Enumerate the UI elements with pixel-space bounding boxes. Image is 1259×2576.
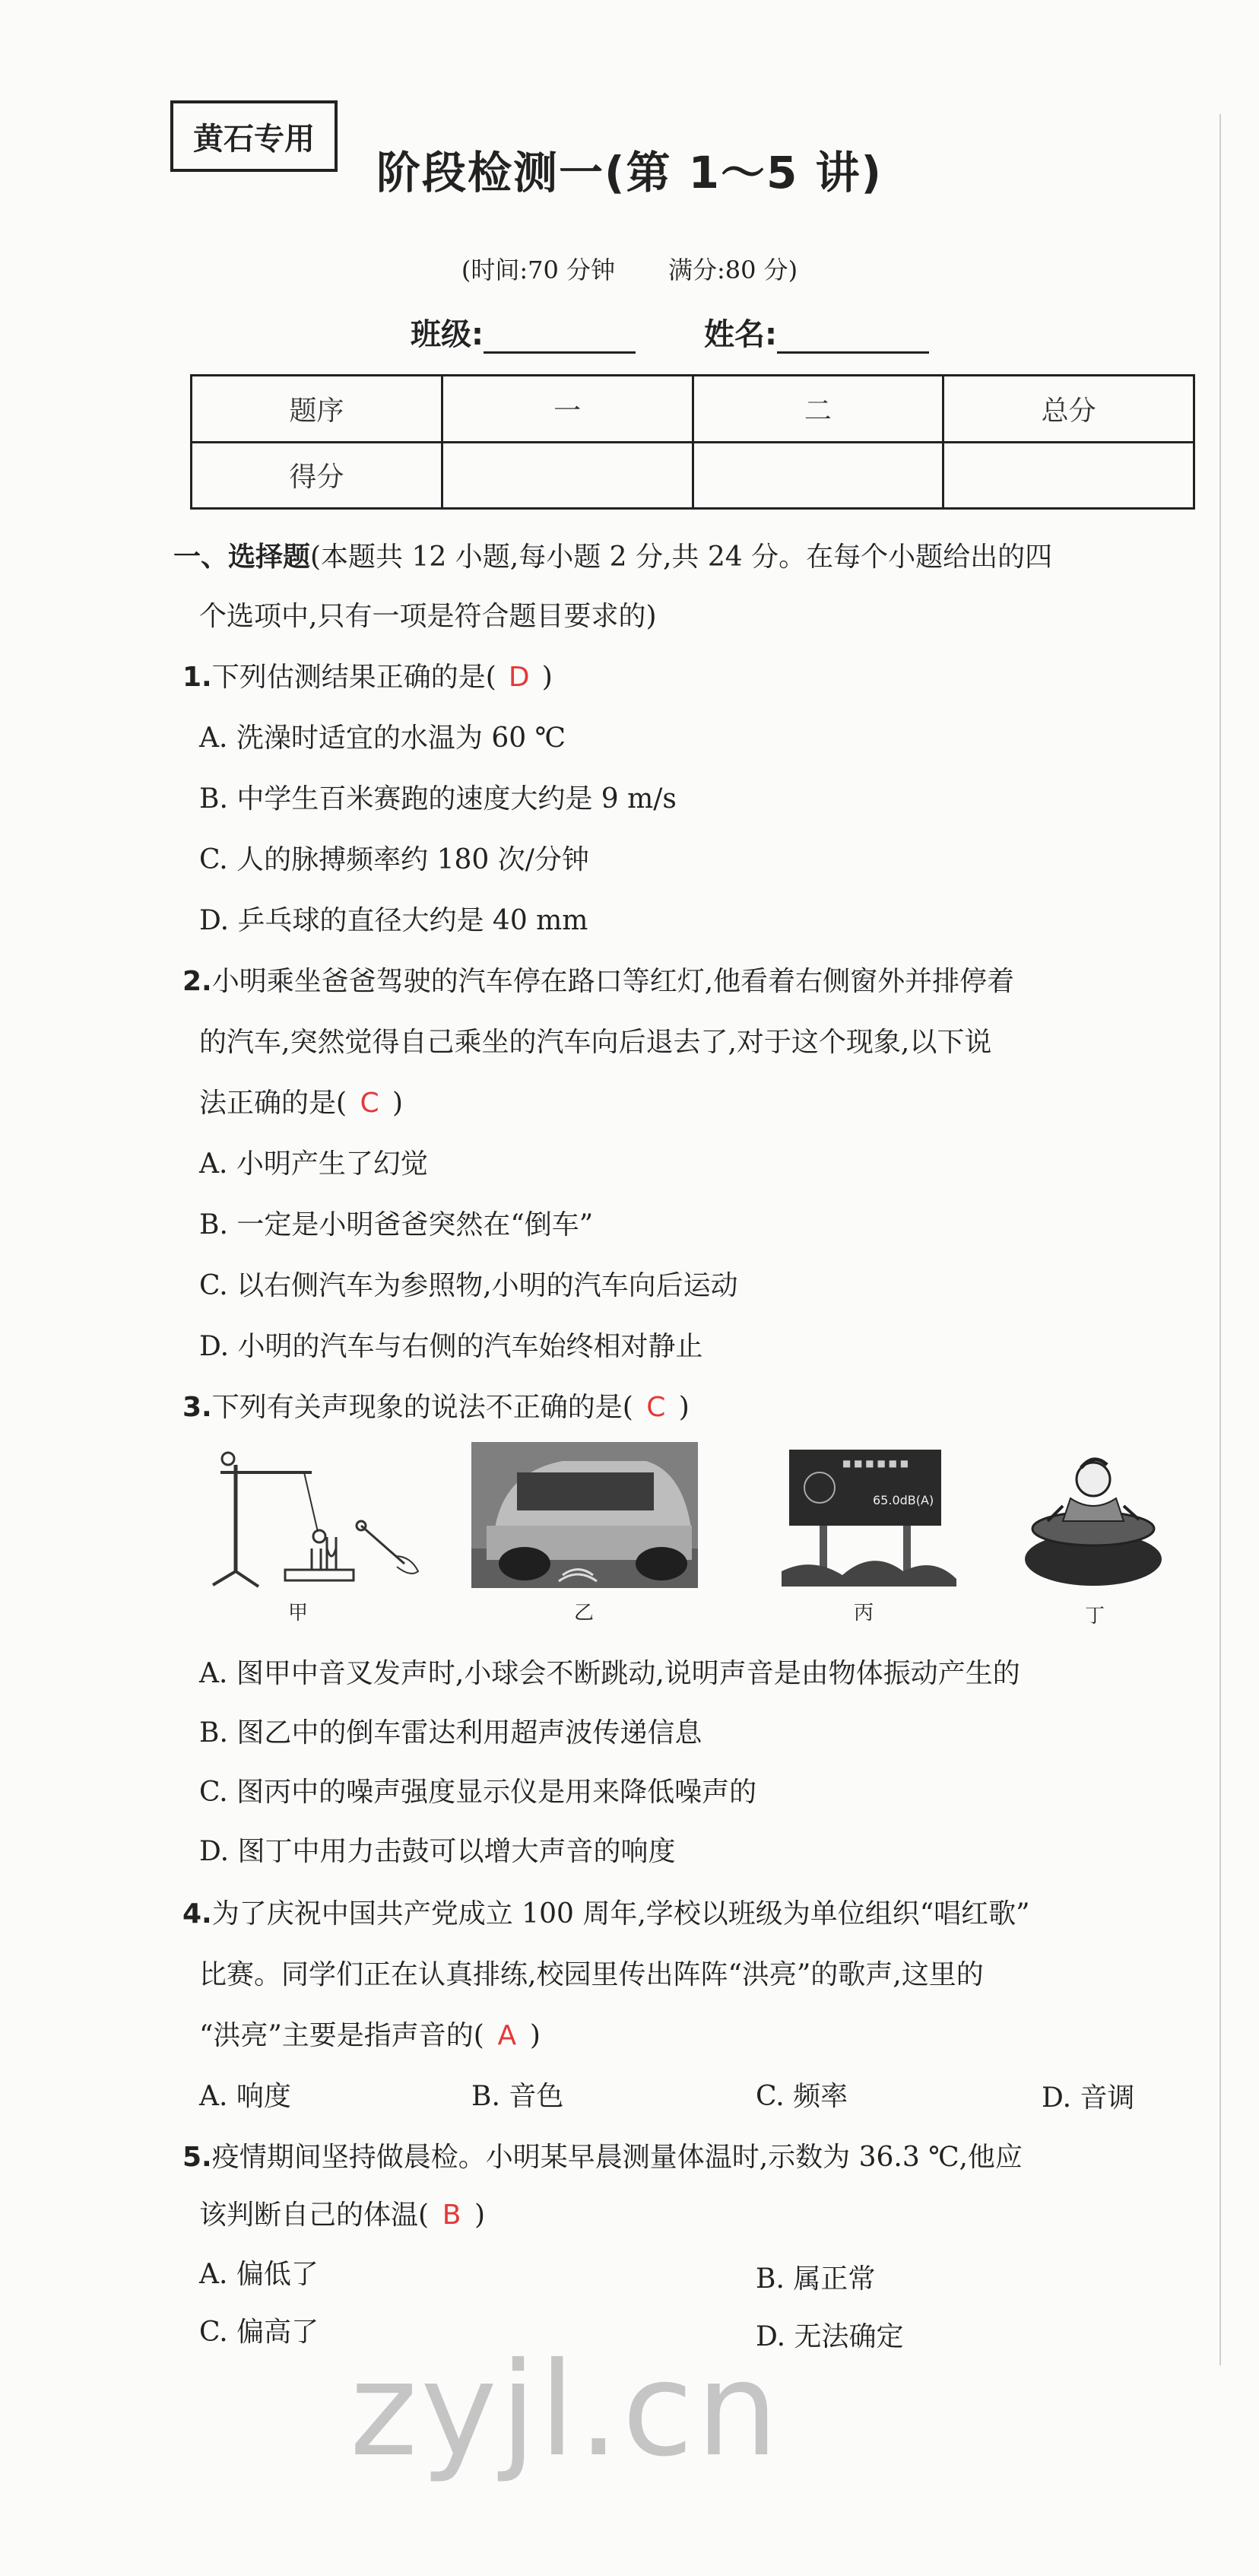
answer-mark: C [646,1392,666,1423]
option: A. 响度 [199,2081,291,2112]
full-score: 满分:80 分) [668,256,798,284]
option: D. 小明的汽车与右侧的汽车始终相对静止 [199,1331,703,1362]
paren-close: ) [474,2200,486,2231]
option: B. 音色 [471,2081,564,2112]
figure-tuning-fork [205,1442,433,1594]
figure-drum [1017,1445,1169,1590]
section-desc-cont: 个选项中,只有一项是符合题目要求的) [199,601,657,632]
question-stem: 下列估测结果正确的是( [211,662,496,693]
question-stem: 法正确的是( [199,1088,347,1119]
option: C. 图丙中的噪声强度显示仪是用来降低噪声的 [199,1777,757,1808]
table-row [192,442,1194,509]
answer-mark: B [442,2200,461,2231]
question-stem: 为了庆祝中国共产党成立 100 周年,学校以班级为单位组织“唱红歌” [211,1898,1030,1930]
question-number: 5. [182,2142,212,2173]
score-cell[interactable] [693,442,943,509]
display-reading: 65.0dB(A) [873,1493,934,1507]
table-cell: 二 [693,376,943,443]
option: C. 以右侧汽车为参照物,小明的汽车向后运动 [199,1270,738,1301]
figure-caption: 丁 [1084,1605,1105,1628]
figure-caption: 甲 [287,1602,308,1625]
paren-close: ) [392,1088,404,1119]
option: C. 频率 [756,2081,848,2112]
option: B. 属正常 [756,2263,876,2295]
name-blank[interactable] [777,326,929,354]
exam-meta [0,251,1259,286]
answer-mark: A [497,2020,517,2051]
section-title: 一、选择题 [173,542,311,573]
answer-mark: C [360,1088,379,1119]
question-2 [182,963,1014,1001]
option: A. 小明产生了幻觉 [199,1148,428,1180]
score-cell[interactable] [943,442,1194,509]
score-cell[interactable] [442,442,693,509]
time-limit: (时间:70 分钟 [461,256,615,284]
question-1 [182,659,553,697]
question-3 [182,1389,690,1427]
table-cell: 题序 [192,376,442,443]
question-stem: 疫情期间坚持做晨检。小明某早晨测量体温时,示数为 36.3 ℃,他应 [211,2142,1023,2173]
class-label: 班级: [411,317,484,352]
page-title: 阶段检测一(第 1～5 讲) [376,147,883,199]
question-number: 3. [182,1392,212,1423]
option: D. 无法确定 [756,2321,904,2352]
paren-close: ) [678,1392,690,1423]
option: B. 中学生百米赛跑的速度大约是 9 m/s [199,783,677,815]
question-number: 1. [182,662,212,693]
question-stem-cont [199,2017,541,2055]
paren-close: ) [529,2020,541,2051]
table-cell: 总分 [943,376,1194,443]
table-cell: 一 [442,376,693,443]
option: D. 图丁中用力击鼓可以增大声音的响度 [199,1836,676,1867]
question-stem-cont [199,2196,485,2235]
question-5 [182,2139,1023,2177]
option: A. 洗澡时适宜的水温为 60 ℃ [199,723,566,754]
table-row [192,376,1194,443]
question-number: 4. [182,1898,212,1930]
svg-text:■ ■ ■ ■ ■ ■: ■ ■ ■ ■ ■ ■ [842,1458,909,1469]
student-fields [411,310,997,354]
paren-close: ) [541,662,553,693]
question-stem-cont [199,1085,403,1123]
option: C. 人的脉搏频率约 180 次/分钟 [199,844,589,875]
option: A. 偏低了 [199,2259,319,2290]
margin-line [1219,114,1221,2365]
region-stamp: 黄石专用 [170,100,338,172]
question-stem: “洪亮”主要是指声音的( [199,2020,484,2051]
option: D. 乒乓球的直径大约是 40 mm [199,905,588,936]
table-cell: 得分 [192,442,442,509]
class-blank[interactable] [484,326,636,354]
section-desc: (本题共 12 小题,每小题 2 分,共 24 分。在每个小题给出的四 [310,542,1053,573]
question-4 [182,1895,1030,1933]
figure-noise-display [782,1450,956,1587]
question-stem-cont: 的汽车,突然觉得自己乘坐的汽车向后退去了,对于这个现象,以下说 [199,1027,992,1058]
answer-mark: D [508,662,530,693]
name-label: 姓名: [704,317,777,352]
watermark: zyjl.cn [350,2335,782,2485]
option: B. 一定是小明爸爸突然在“倒车” [199,1209,594,1240]
score-table [190,374,1195,510]
question-stem-cont: 比赛。同学们正在认真排练,校园里传出阵阵“洪亮”的歌声,这里的 [199,1959,984,1990]
question-stem: 该判断自己的体温( [199,2200,430,2231]
figure-car-radar [471,1442,698,1588]
option: C. 偏高了 [199,2317,319,2348]
section-heading [173,538,1052,577]
question-stem: 下列有关声现象的说法不正确的是( [211,1392,633,1423]
figure-caption: 丙 [853,1602,874,1625]
question-stem: 小明乘坐爸爸驾驶的汽车停在路口等红灯,他看着右侧窗外并排停着 [211,966,1015,997]
option: A. 图甲中音叉发声时,小球会不断跳动,说明声音是由物体振动产生的 [199,1658,1020,1689]
option: B. 图乙中的倒车雷达利用超声波传递信息 [199,1717,702,1749]
figure-caption: 乙 [573,1602,594,1625]
option: D. 音调 [1042,2082,1135,2114]
question-number: 2. [182,966,212,997]
